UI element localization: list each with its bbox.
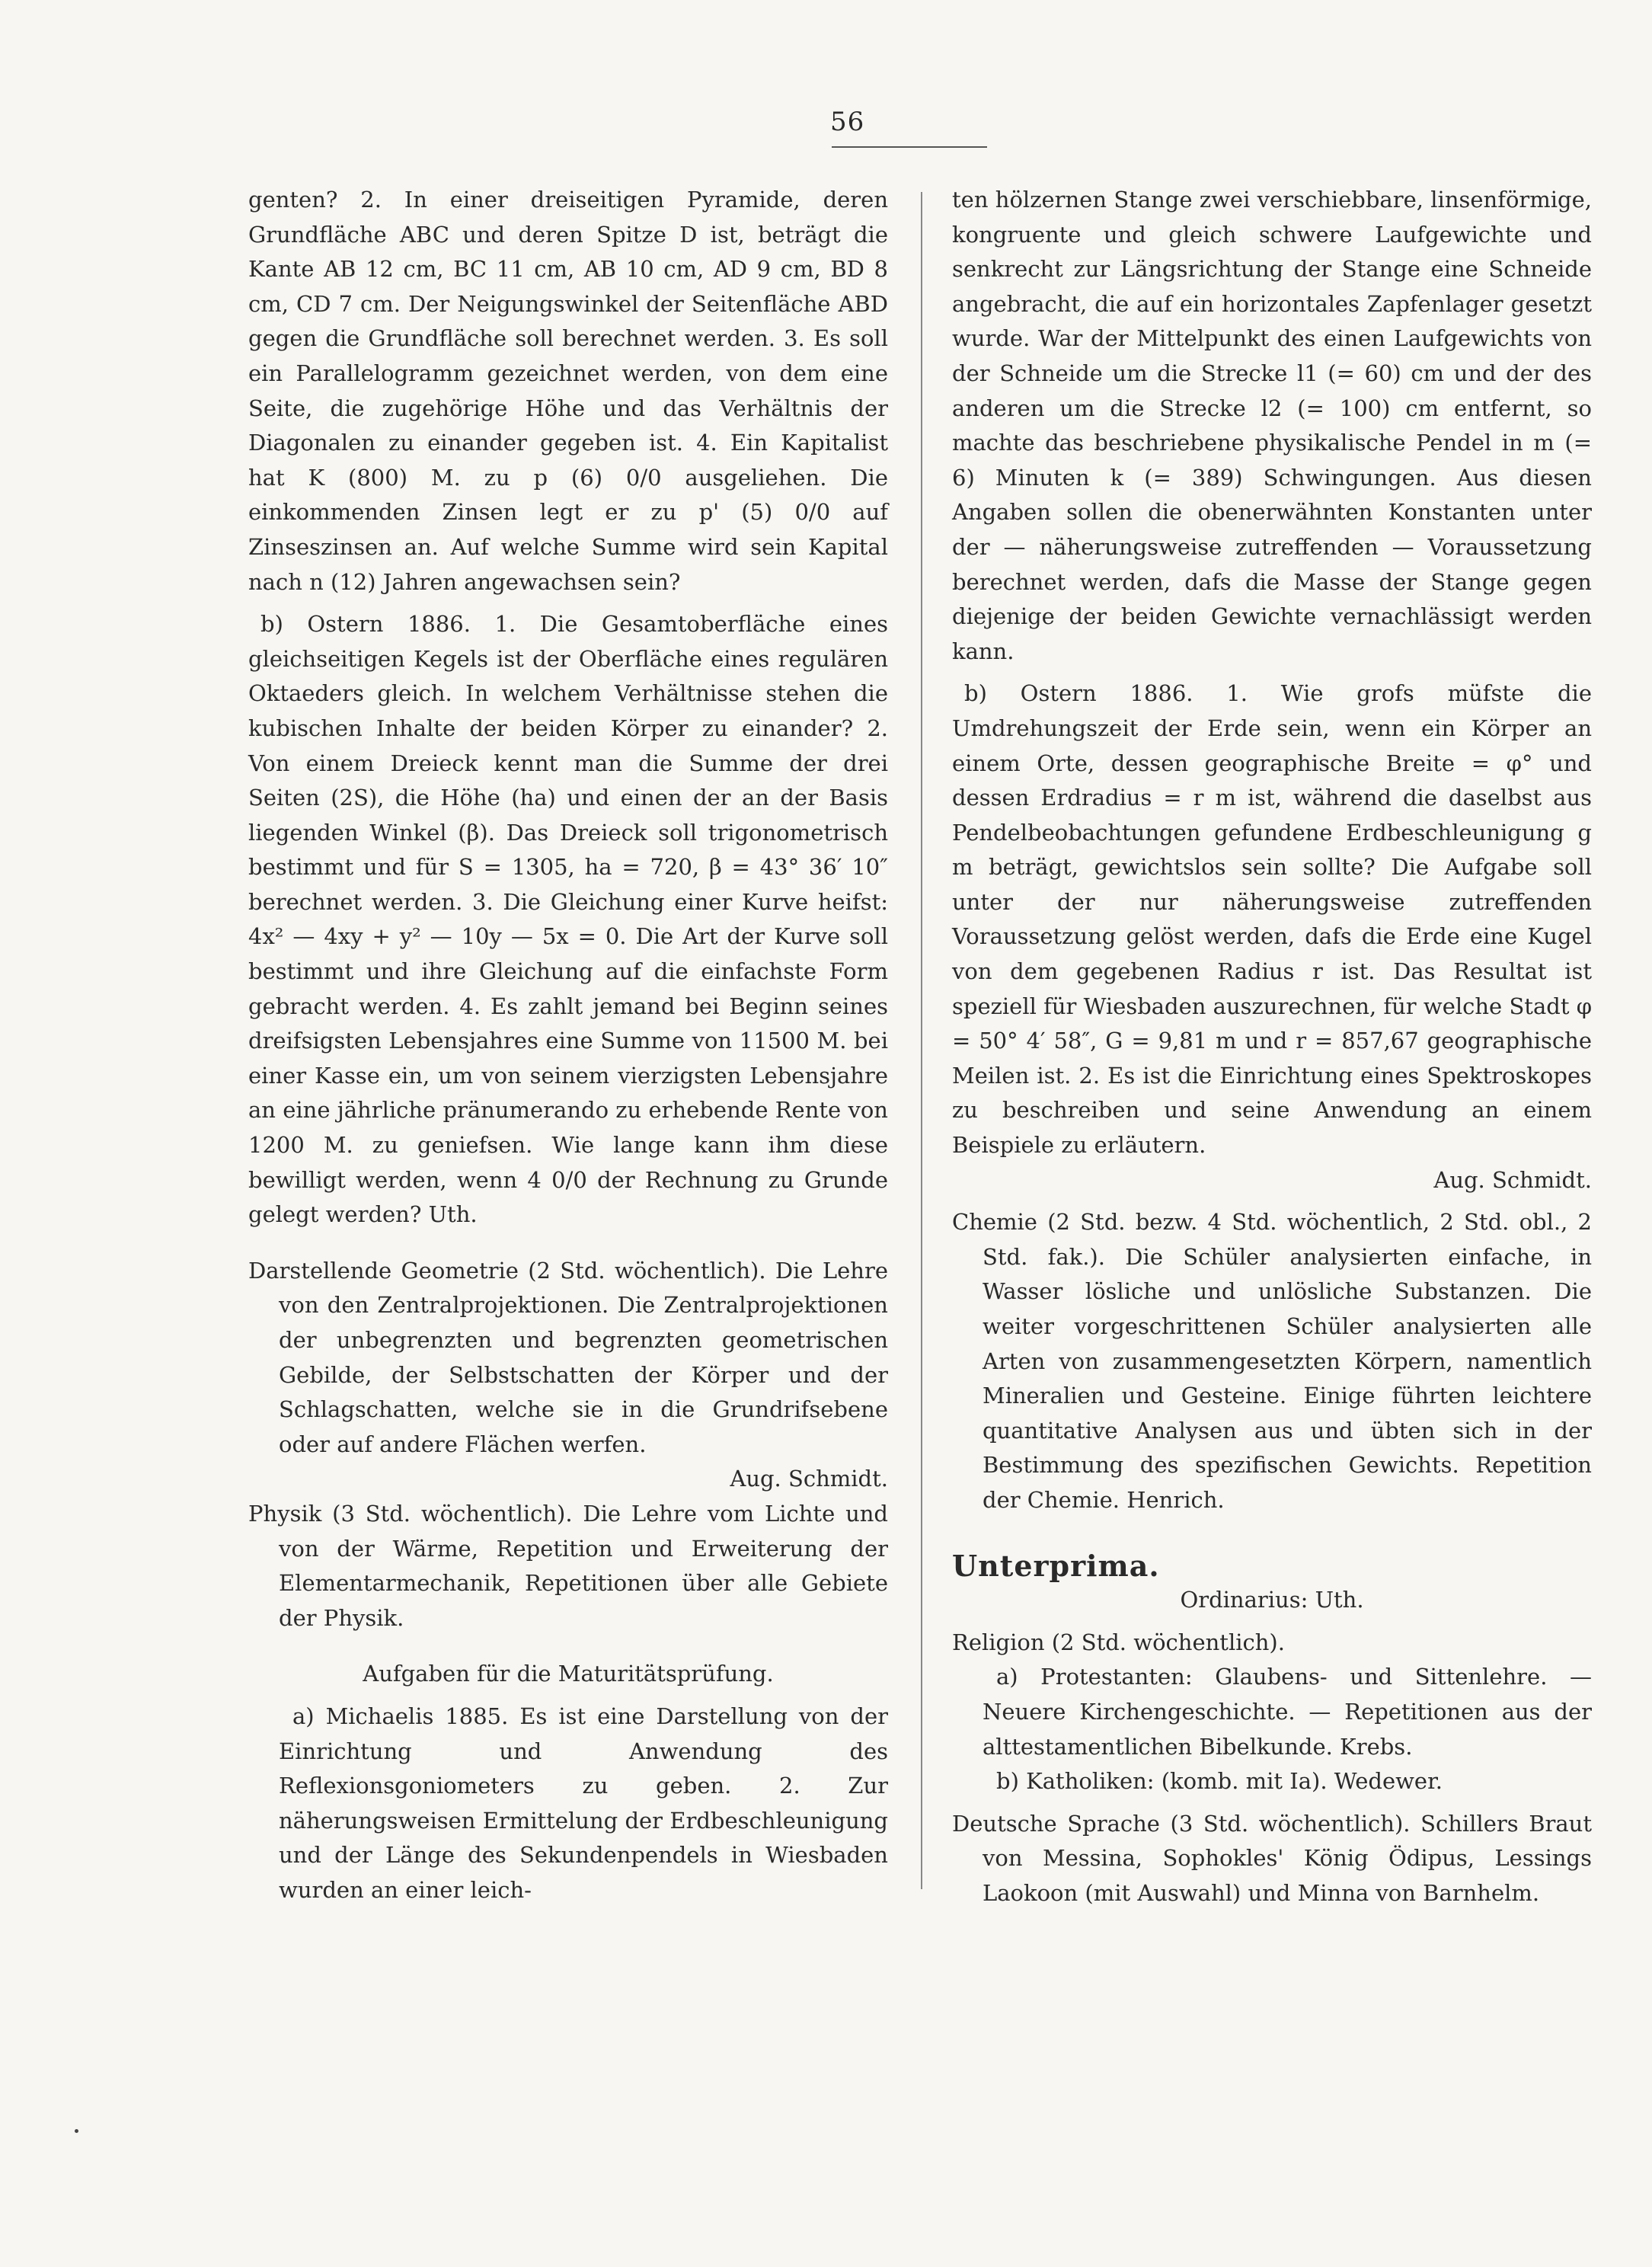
- section-paragraph: Chemie (2 Std. bezw. 4 Std. wöchentlich, 2 Std. obl., 2 Std. fak.). Die Schüler analysierten einfache, in Wasser lösliche und unlösliche Substanzen. Die weiter vorgeschrittenen Schüler analysierten alle Arten von zusammengesetzten Körpern, namentlich Mineralien und Gesteine. Einige führten leichtere quantitative Analysen aus und übten sich in der Bestimmung des spezifischen Gewichts. Repetition der Chemie. Henrich.: [952, 1209, 1592, 1513]
- section-heading: Unterprima.: [952, 1548, 1160, 1583]
- left-column: [248, 183, 888, 1908]
- text-paragraph: b) Ostern 1886. 1. Die Gesamtoberfläche eines gleichseitigen Kegels ist der Oberfläche eines regulären Oktaeders gleich. In welchem Verhältnisse stehen die kubischen Inhalte der beiden Körper zu einander? 2. Von einem Dreieck kennt man die Summe der drei Seiten (2S), die Höhe (ha) und einen der an der Basis liegenden Winkel (β). Das Dreieck soll trigonometrisch bestimmt und für S = 1305, ha = 720, β = 43° 36′ 10″ berechnet werden. 3. Die Gleichung einer Kurve heifst: 4x² — 4xy + y² — 10y — 5x = 0. Die Art der Kurve soll bestimmt und ihre Gleichung auf die einfachste Form gebracht werden. 4. Es zahlt jemand bei Beginn seines dreifsigsten Lebensjahres eine Summe von 11500 M. bei einer Kasse ein, um von seinem vierzigsten Lebensjahre an eine jährliche pränumerando zu erhebende Rente von 1200 M. zu geniefsen. Wie lange kann ihm diese bewilligt werden, wenn 4 0/0 der Rechnung zu Grunde gelegt werden? Uth.: [248, 611, 888, 1228]
- section-paragraph: Religion (2 Std. wöchentlich).: [952, 1629, 1285, 1655]
- subheading: Ordinarius: Uth.: [1180, 1587, 1364, 1613]
- subheading: Aufgaben für die Maturitätsprüfung.: [363, 1661, 774, 1687]
- section-paragraph: Physik (3 Std. wöchentlich). Die Lehre vom Lichte und von der Wärme, Repetition und Erweiterung der Elementarmechanik, Repetitionen über alle Gebiete der Physik.: [248, 1500, 888, 1631]
- section-paragraph: Darstellende Geometrie (2 Std. wöchentlich). Die Lehre von den Zentralprojektionen. Die Zentralprojektionen der unbegrenzten und begrenzten geometrischen Gebilde, der Selbstschatten der Körper und der Schlagschatten, welche sie in die Grundrifsebene oder auf andere Flächen werfen.: [248, 1257, 888, 1457]
- text-paragraph: a) Protestanten: Glaubens- und Sittenlehre. — Neuere Kirchengeschichte. — Repetitionen aus der alttestamentlichen Bibelkunde. Krebs.: [983, 1664, 1592, 1760]
- text-paragraph: a) Michaelis 1885. Es ist eine Darstellung von der Einrichtung und Anwendung des Reflexionsgoniometers zu geben. 2. Zur näherungsweisen Ermittelung der Erdbeschleunigung und der Länge des Sekundenpendels in Wiesbaden wurden an einer leich-: [279, 1703, 888, 1903]
- column-divider: [921, 192, 922, 1889]
- text-paragraph: b) Ostern 1886. 1. Wie grofs müfste die Umdrehungszeit der Erde sein, wenn ein Körper an einem Orte, dessen geographische Breite = φ° und dessen Erdradius = r m ist, während die daselbst aus Pendelbeobachtungen gefundene Erdbeschleunigung g m beträgt, gewichtslos sein sollte? Die Aufgabe soll unter der nur näherungsweise zutreffenden Voraussetzung gelöst werden, dafs die Erde eine Kugel von dem gegebenen Radius r ist. Das Resultat ist speziell für Wiesbaden auszurechnen, für welche Stadt φ = 50° 4′ 58″, G = 9,81 m und r = 857,67 geographische Meilen ist. 2. Es ist die Einrichtung eines Spektroskopes zu beschreiben und seine Anwendung an einem Beispiele zu erläutern.: [952, 680, 1592, 1159]
- text-paragraph: genten? 2. In einer dreiseitigen Pyramide, deren Grundfläche ABC und deren Spitze D ist, beträgt die Kante AB 12 cm, BC 11 cm, AB 10 cm, AD 9 cm, BD 8 cm, CD 7 cm. Der Neigungswinkel der Seitenfläche ABD gegen die Grundfläche soll berechnet werden. 3. Es soll ein Parallelogramm gezeichnet werden, von dem eine Seite, die zugehörige Höhe und das Verhältnis der Diagonalen zu einander gegeben ist. 4. Ein Kapitalist hat K (800) M. zu p (6) 0/0 ausgeliehen. Die einkommenden Zinsen legt er zu p' (5) 0/0 auf Zinseszinsen an. Auf welche Summe wird sein Kapital nach n (12) Jahren angewachsen sein?: [248, 187, 888, 595]
- page-number: 56: [830, 107, 865, 137]
- text-paragraph: ten hölzernen Stange zwei verschiebbare, linsenförmige, kongruente und gleich schwere Laufgewichte und senkrecht zur Längsrichtung der Stange eine Schneide angebracht, die auf ein horizontales Zapfenlager gesetzt wurde. War der Mittelpunkt des einen Laufgewichts von der Schneide um die Strecke l1 (= 60) cm und der des anderen um die Strecke l2 (= 100) cm entfernt, so machte das beschriebene physikalische Pendel in m (= 6) Minuten k (= 389) Schwingungen. Aus diesen Angaben sollen die obenerwähnten Konstanten unter der — näherungsweise zutreffenden — Voraussetzung berechnet werden, dafs die Masse der Stange gegen diejenige der beiden Gewichte vernachlässigt werden kann.: [952, 187, 1592, 664]
- ink-speck: [75, 2129, 78, 2133]
- signature: Aug. Schmidt.: [1433, 1166, 1592, 1193]
- section-paragraph: Deutsche Sprache (3 Std. wöchentlich). Schillers Braut von Messina, Sophokles' König Ödipus, Lessings Laokoon (mit Auswahl) und Minna von Barnhelm.: [952, 1810, 1592, 1906]
- signature: Aug. Schmidt.: [730, 1466, 888, 1492]
- right-column: [952, 183, 1592, 1911]
- header-rule: [832, 146, 987, 148]
- text-paragraph: b) Katholiken: (komb. mit Ia). Wedewer.: [996, 1768, 1443, 1795]
